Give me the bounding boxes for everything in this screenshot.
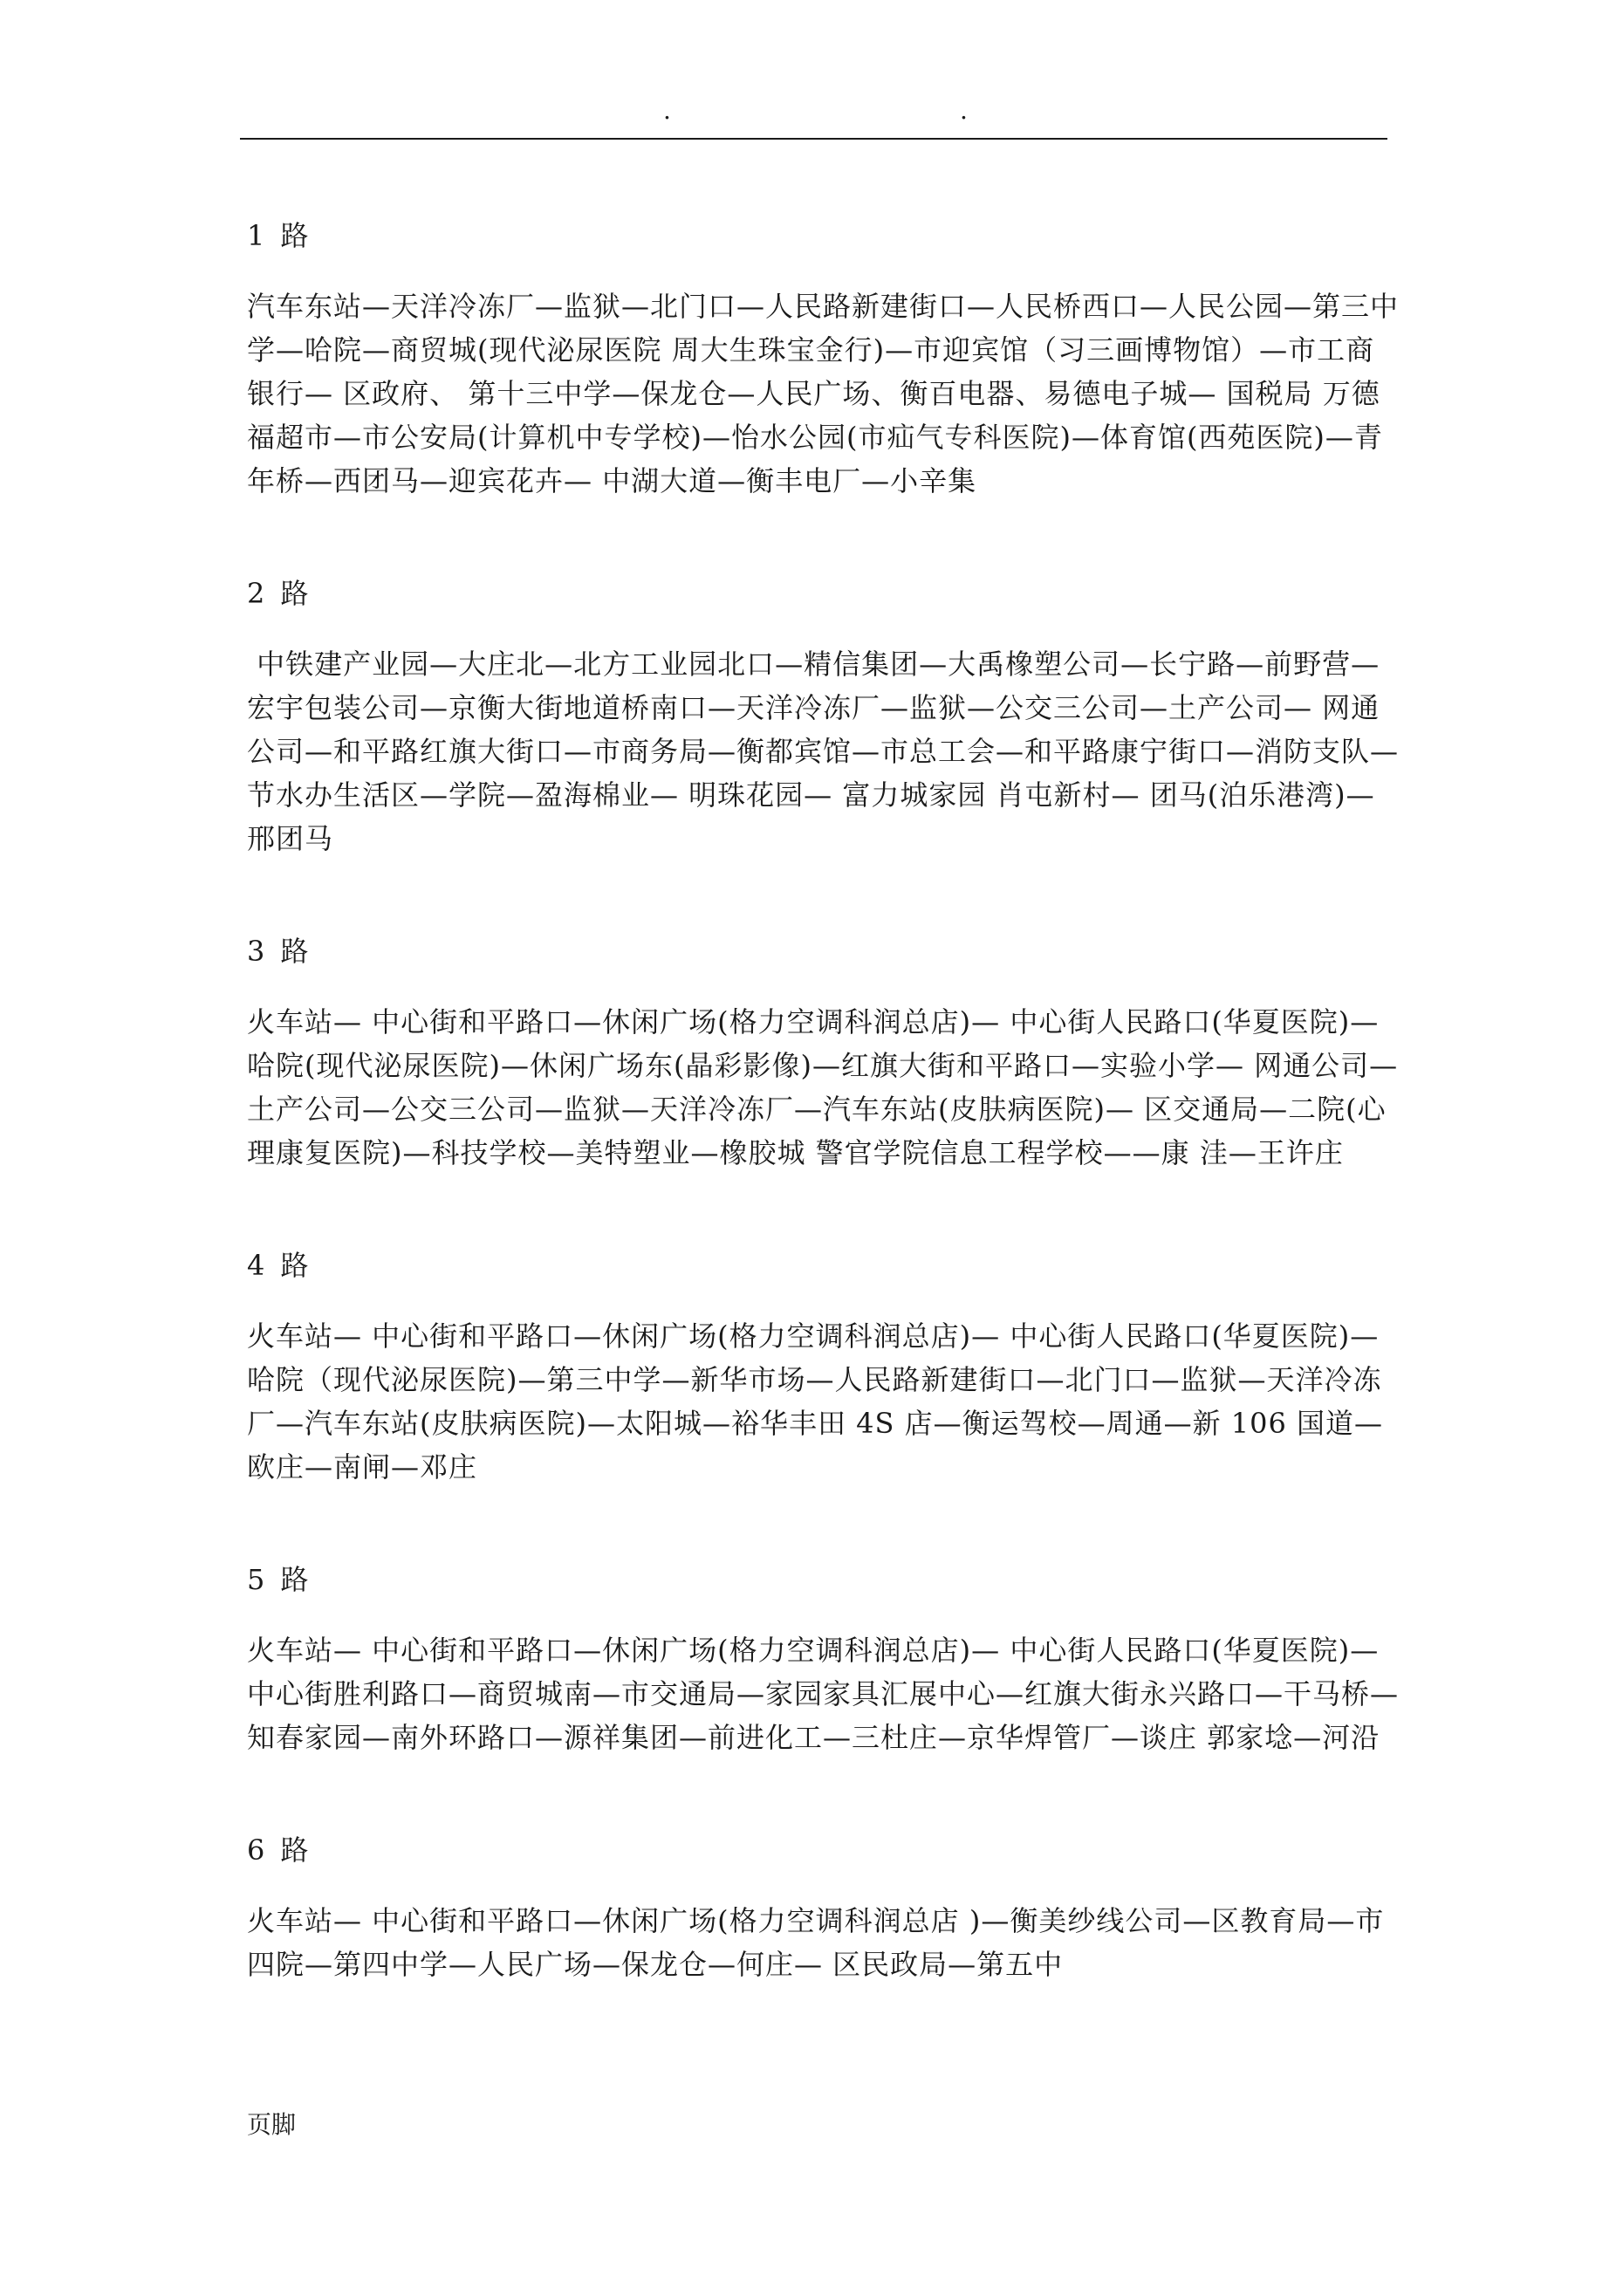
header-rule [240, 138, 1387, 140]
route-title: 1 路 [247, 219, 312, 252]
route-stops: 火车站— 中心街和平路口—休闲广场(格力空调科润总店 )—衡美纱线公司—区教育局—市四院—第四中学—人民广场—保龙仓—何庄— 区民政局—第五中 [247, 1904, 1385, 1981]
route-stops: 火车站— 中心街和平路口—休闲广场(格力空调科润总店)— 中心街人民路口(华夏医院)—哈院（现代泌尿医院)—第三中学—新华市场—人民路新建街口—北门口—监狱—天洋冷冻厂—汽车东站(皮肤病医院)—太阳城—裕华丰田 4S 店—衡运驾校—周通—新 106 国道— 欧庄—南闸—邓庄 [247, 1319, 1394, 1484]
route-title: 3 路 [247, 935, 312, 968]
route-section [247, 1248, 1399, 1489]
route-list [247, 218, 1399, 1986]
header-right-mark: . [960, 96, 968, 125]
route-stops: 火车站— 中心街和平路口—休闲广场(格力空调科润总店)— 中心街人民路口(华夏医院)— 中心街胜利路口—商贸城南—市交通局—家园家具汇展中心—红旗大街永兴路口—干马桥—知春家园—南外环路口—源祥集团—前进化工—三杜庄—京华焊管厂—谈庄 郭家埝—河沿 [247, 1634, 1400, 1754]
route-stops: 中铁建产业园—大庄北—北方工业园北口—精信集团—大禹橡塑公司—长宁路—前野营—宏宇包装公司—京衡大街地道桥南口—天洋冷冻厂—监狱—公交三公司—土产公司— 网通公司—和平路红旗大街口—市商务局—衡都宾馆—市总工会—和平路康宁街口—消防支队—节水办生活区—学院—盈海棉业— 明珠花园— 富力城家园 肖屯新村— 团马(泊乐港湾)—邢团马 [247, 648, 1400, 855]
route-stops: 汽车东站—天洋冷冻厂—监狱—北门口—人民路新建街口—人民桥西口—人民公园—第三中学—哈院—商贸城(现代泌尿医院 周大生珠宝金行)—市迎宾馆（习三画博物馆）—市工商银行— 区政府、 第十三中学—保龙仓—人民广场、衡百电器、易德电子城— 国税局 万德福超市—市公安局(计算机中专学校)—怡水公园(市疝气专科医院)—体育馆(西苑医院)—青年桥—西团马—迎宾花卉— 中湖大道—衡丰电厂—小辛集 [247, 290, 1400, 497]
route-title: 2 路 [247, 577, 312, 610]
route-stops: 火车站— 中心街和平路口—休闲广场(格力空调科润总店)— 中心街人民路口(华夏医院)—哈院(现代泌尿医院)—休闲广场东(晶彩影像)—红旗大街和平路口—实验小学— 网通公司—土产公司—公交三公司—监狱—天洋冷冻厂—汽车东站(皮肤病医院)— 区交通局—二院(心理康复医院)—科技学校—美特塑业—橡胶城 警官学院信息工程学校——康 洼—王许庄 [247, 1005, 1399, 1169]
route-title: 4 路 [247, 1249, 312, 1282]
route-section [247, 576, 1399, 860]
route-title: 5 路 [247, 1563, 312, 1596]
route-section [247, 934, 1399, 1175]
page-header-marks [0, 98, 1623, 124]
header-left-mark: . [663, 96, 671, 125]
route-section [247, 1562, 1399, 1759]
page-footer-label: 页脚 [247, 2110, 297, 2139]
route-section [247, 1833, 1399, 1986]
route-section [247, 218, 1399, 503]
route-title: 6 路 [247, 1833, 312, 1867]
